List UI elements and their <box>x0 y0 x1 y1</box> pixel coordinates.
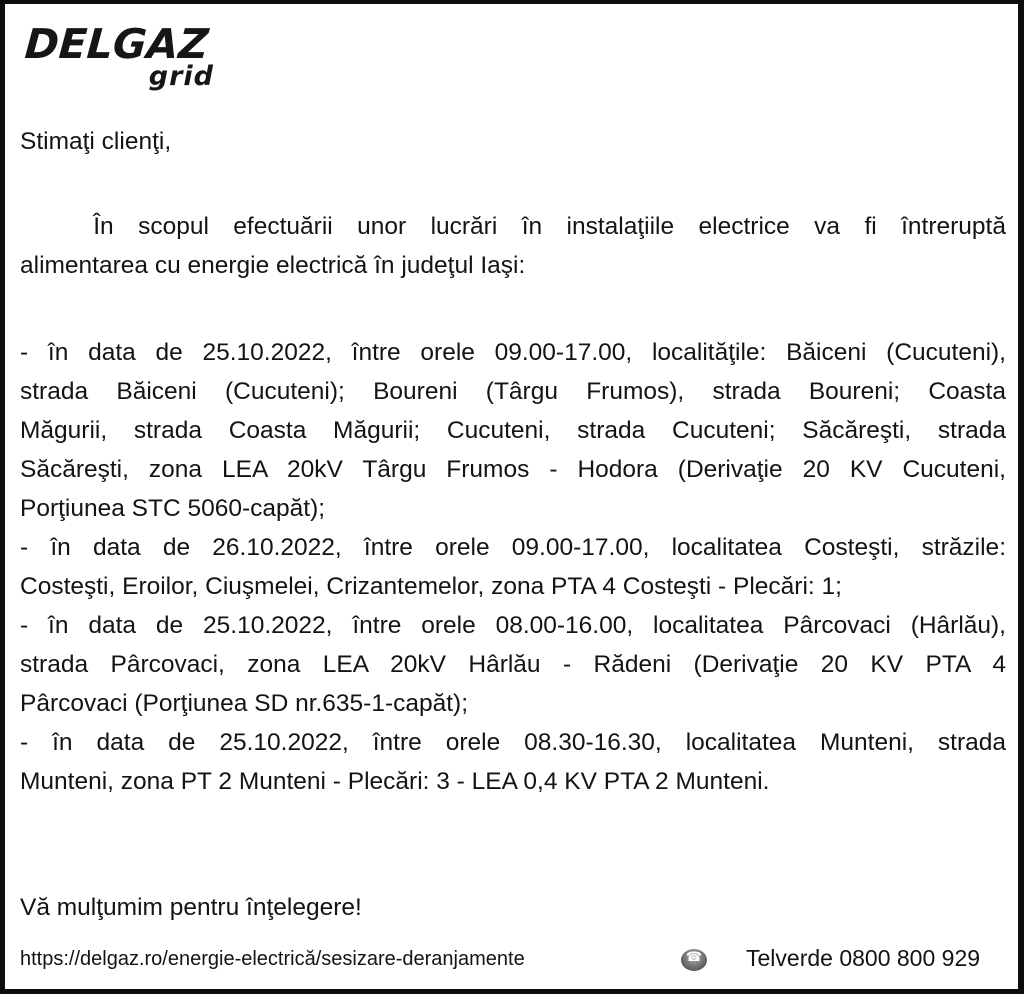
intro-line: În scopul efectuării unor lucrări în instalaţiile electrice va fi întreruptă <box>20 213 1006 240</box>
outage-3-line: strada Pârcovaci, zona LEA 20kV Hârlău - Rădeni (Derivaţie 20 KV PTA 4 <box>20 651 1006 678</box>
outage-1-line: Săcăreşti, zona LEA 20kV Târgu Frumos - Hodora (Derivaţie 20 KV Cucuteni, <box>20 456 1006 483</box>
outage-1-line: strada Băiceni (Cucuteni); Boureni (Târgu Frumos), strada Boureni; Coasta <box>20 378 1006 405</box>
outage-4-line: - în data de 25.10.2022, între orele 08.30-16.30, localitatea Munteni, strada <box>20 729 1006 756</box>
footer-phone: Telverde 0800 800 929 <box>746 945 981 971</box>
outage-4-line: Munteni, zona PT 2 Munteni - Plecări: 3 - LEA 0,4 KV PTA 2 Munteni. <box>20 768 770 795</box>
telephone-icon <box>681 949 707 971</box>
outage-1-line: Porţiunea STC 5060-capăt); <box>20 495 326 522</box>
outage-3-line: - în data de 25.10.2022, între orele 08.00-16.00, localitatea Pârcovaci (Hârlău), <box>20 612 1006 639</box>
outage-2-line: Costeşti, Eroilor, Ciuşmelei, Crizantemelor, zona PTA 4 Costeşti - Plecări: 1; <box>20 573 842 600</box>
logo-brand: DELGAZ <box>23 20 210 68</box>
outage-3-line: Pârcovaci (Porţiunea SD nr.635-1-capăt); <box>20 690 469 717</box>
logo-sub: grid <box>148 61 214 92</box>
delgaz-grid-logo <box>25 22 220 97</box>
outage-1-line: Măgurii, strada Coasta Măgurii; Cucuteni, strada Cucuteni; Săcăreşti, strada <box>20 417 1006 444</box>
intro-line: alimentarea cu energie electrică în judeţul Iaşi: <box>20 252 526 279</box>
outage-2-line: - în data de 26.10.2022, între orele 09.00-17.00, localitatea Costeşti, străzile: <box>20 534 1006 561</box>
greeting: Stimaţi clienţi, <box>20 128 172 155</box>
footer-url-link[interactable]: https://delgaz.ro/energie-electrică/sesizare-deranjamente <box>20 948 525 970</box>
outage-1-line: - în data de 25.10.2022, între orele 09.00-17.00, localităţile: Băiceni (Cucuteni), <box>20 339 1006 366</box>
closing-message: Vă mulţumim pentru înţelegere! <box>20 894 362 921</box>
